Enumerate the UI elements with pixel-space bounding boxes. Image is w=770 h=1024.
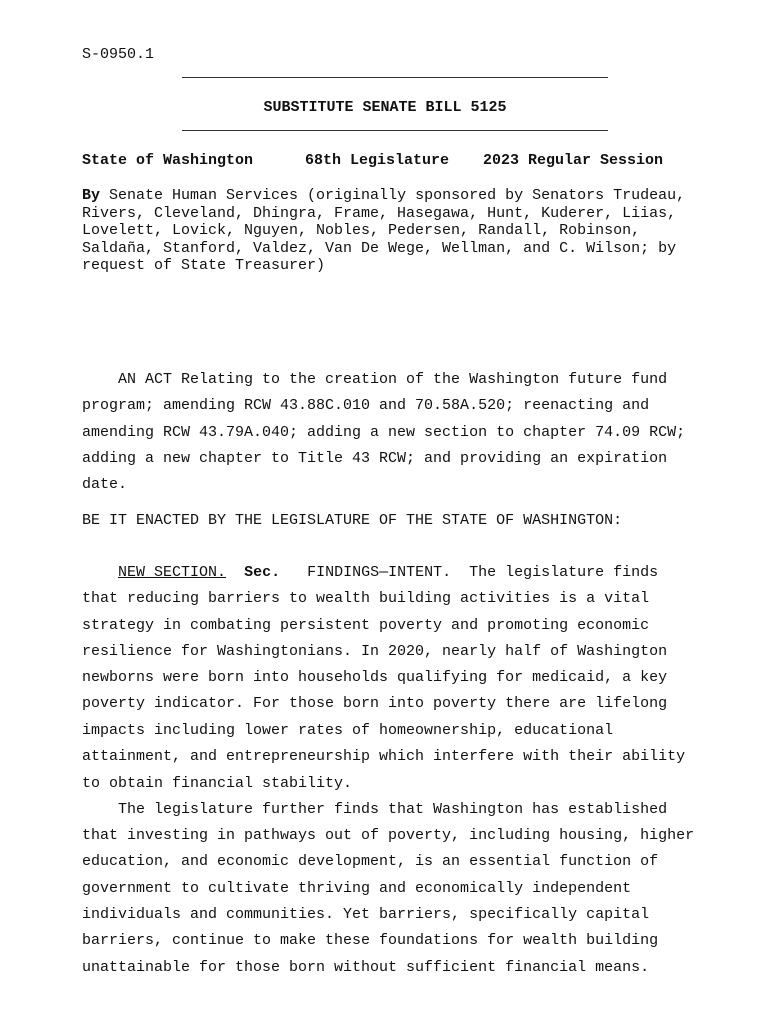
act-line: program; amending RCW 43.88C.010 and 70.58A.520; reenacting and: [82, 397, 650, 414]
bill-title: SUBSTITUTE SENATE BILL 5125: [263, 99, 507, 116]
act-line: date.: [82, 476, 128, 493]
paragraph-line: that investing in pathways out of poverty, including housing, higher: [82, 827, 695, 844]
by-label: By: [82, 187, 101, 204]
session-state: State of Washington: [82, 152, 254, 169]
paragraph-line: poverty indicator. For those born into poverty there are lifelong: [82, 695, 668, 712]
session-legislature: 68th Legislature: [305, 152, 450, 169]
section-heading-line: [82, 564, 658, 582]
enacting-clause: BE IT ENACTED BY THE LEGISLATURE OF THE STATE OF WASHINGTON:: [82, 512, 623, 529]
sponsor-line: request of State Treasurer): [82, 257, 326, 274]
paragraph-line: The legislature further finds that Washington has established: [82, 801, 668, 818]
paragraph-line: unattainable for those born without sufficient financial means.: [82, 959, 650, 976]
session-name: 2023 Regular Session: [483, 152, 664, 169]
act-line: AN ACT Relating to the creation of the Washington future fund: [82, 371, 668, 388]
paragraph-line: individuals and communities. Yet barriers, specifically capital: [82, 906, 650, 923]
sponsor-line: [82, 187, 685, 205]
sec-label: Sec.: [244, 564, 281, 581]
paragraph-line: impacts including lower rates of homeownership, educational: [82, 722, 614, 739]
sponsor-text: Senate Human Services (originally sponsored by Senators Trudeau,: [100, 187, 686, 204]
paragraph-line: newborns were born into households qualifying for medicaid, a key: [82, 669, 668, 686]
title-rule-bottom: [182, 130, 608, 131]
sponsor-line: Lovelett, Lovick, Nguyen, Nobles, Pedersen, Randall, Robinson,: [82, 222, 641, 239]
paragraph-line: resilience for Washingtonians. In 2020, nearly half of Washington: [82, 643, 668, 660]
section-heading-text: FINDINGS—INTENT. The legislature finds: [307, 564, 659, 581]
new-section-label: NEW SECTION.: [118, 564, 227, 581]
act-line: amending RCW 43.79A.040; adding a new section to chapter 74.09 RCW;: [82, 424, 686, 441]
sponsor-line: Saldaña, Stanford, Valdez, Van De Wege, Wellman, and C. Wilson; by: [82, 240, 677, 257]
paragraph-line: government to cultivate thriving and economically independent: [82, 880, 632, 897]
paragraph-line: strategy in combating persistent poverty and promoting economic: [82, 617, 650, 634]
document-id: S-0950.1: [82, 46, 155, 63]
paragraph-line: to obtain financial stability.: [82, 775, 353, 792]
paragraph-line: barriers, continue to make these foundations for wealth building: [82, 932, 659, 949]
paragraph-line: attainment, and entrepreneurship which interfere with their ability: [82, 748, 686, 765]
paragraph-line: that reducing barriers to wealth building activities is a vital: [82, 590, 650, 607]
title-rule-top: [182, 77, 608, 78]
sponsor-line: Rivers, Cleveland, Dhingra, Frame, Hasegawa, Hunt, Kuderer, Liias,: [82, 205, 677, 222]
act-line: adding a new chapter to Title 43 RCW; and providing an expiration: [82, 450, 668, 467]
paragraph-line: education, and economic development, is an essential function of: [82, 853, 659, 870]
